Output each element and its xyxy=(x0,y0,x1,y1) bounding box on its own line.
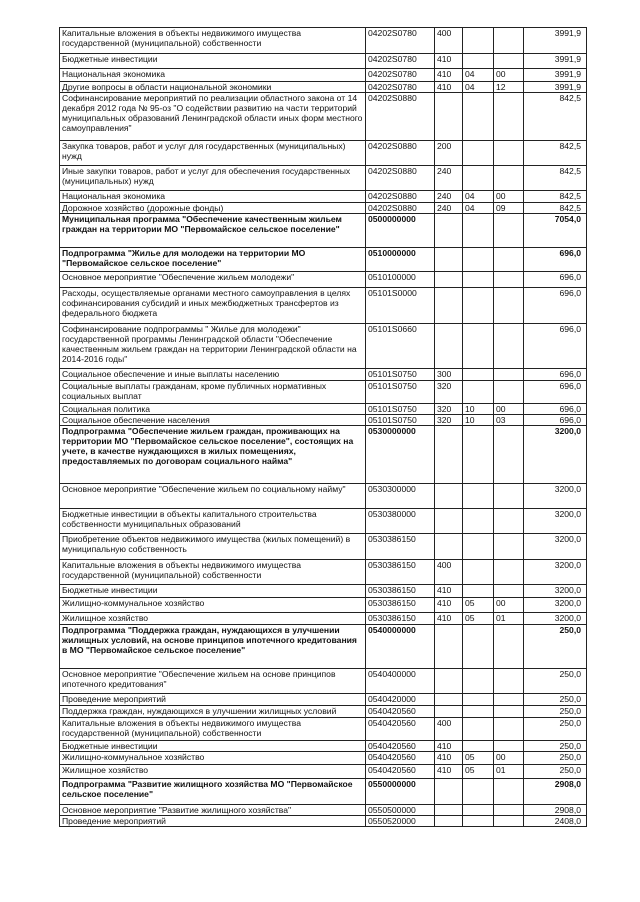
cell-expense-type: 410 xyxy=(435,82,463,93)
table-row xyxy=(60,779,587,805)
cell-expense-type xyxy=(435,288,463,324)
cell-expense-type xyxy=(435,706,463,718)
table-row xyxy=(60,718,587,741)
cell-target-article: 0530300000 xyxy=(366,484,435,509)
table-row xyxy=(60,598,587,613)
cell-target-article: 05101S0750 xyxy=(366,381,435,404)
table-row xyxy=(60,141,587,166)
cell-subsection xyxy=(494,272,524,288)
table-row xyxy=(60,248,587,272)
cell-subsection xyxy=(494,166,524,191)
cell-target-article: 0530386150 xyxy=(366,598,435,613)
cell-target-article: 0530386150 xyxy=(366,560,435,585)
cell-target-article: 0540420560 xyxy=(366,752,435,765)
cell-amount: 3200,0 xyxy=(524,560,587,585)
cell-expense-type xyxy=(435,324,463,369)
cell-subsection xyxy=(494,669,524,694)
cell-section xyxy=(463,741,494,752)
cell-expense-type: 200 xyxy=(435,141,463,166)
cell-target-article: 05101S0000 xyxy=(366,288,435,324)
table-row xyxy=(60,694,587,706)
cell-subsection xyxy=(494,779,524,805)
table-row xyxy=(60,288,587,324)
cell-name: Жилищно-коммунальное хозяйство xyxy=(60,752,366,765)
cell-subsection xyxy=(494,534,524,560)
table-row xyxy=(60,214,587,248)
cell-target-article: 04202S0780 xyxy=(366,54,435,69)
cell-section xyxy=(463,248,494,272)
cell-subsection: 01 xyxy=(494,613,524,625)
cell-expense-type: 410 xyxy=(435,69,463,82)
budget-table xyxy=(59,27,587,827)
cell-section: 04 xyxy=(463,203,494,214)
cell-subsection xyxy=(494,214,524,248)
cell-section xyxy=(463,324,494,369)
cell-section xyxy=(463,93,494,141)
cell-section: 10 xyxy=(463,404,494,415)
cell-section xyxy=(463,585,494,598)
cell-name: Основное мероприятие "Обеспечение жильем по социальному найму" xyxy=(60,484,366,509)
cell-subsection xyxy=(494,509,524,534)
cell-subsection: 00 xyxy=(494,598,524,613)
cell-amount: 696,0 xyxy=(524,248,587,272)
cell-amount: 250,0 xyxy=(524,706,587,718)
cell-section xyxy=(463,381,494,404)
cell-target-article: 05101S0750 xyxy=(366,415,435,426)
cell-target-article: 0530380000 xyxy=(366,509,435,534)
cell-amount: 842,5 xyxy=(524,93,587,141)
cell-expense-type xyxy=(435,484,463,509)
cell-expense-type: 410 xyxy=(435,765,463,779)
cell-subsection: 00 xyxy=(494,69,524,82)
cell-expense-type: 240 xyxy=(435,166,463,191)
cell-subsection xyxy=(494,816,524,827)
table-row xyxy=(60,741,587,752)
table-row xyxy=(60,93,587,141)
table-row xyxy=(60,82,587,93)
cell-section xyxy=(463,816,494,827)
cell-subsection xyxy=(494,718,524,741)
cell-amount: 2908,0 xyxy=(524,805,587,816)
cell-expense-type: 300 xyxy=(435,369,463,381)
cell-subsection xyxy=(494,288,524,324)
cell-subsection xyxy=(494,248,524,272)
cell-section xyxy=(463,214,494,248)
cell-name: Расходы, осуществляемые органами местного самоуправления в целях софинансирования субсидий и иных межбюджетных трансфертов из федерального бюджета xyxy=(60,288,366,324)
table-row xyxy=(60,585,587,598)
cell-expense-type: 410 xyxy=(435,752,463,765)
cell-section xyxy=(463,779,494,805)
table-row xyxy=(60,272,587,288)
cell-subsection: 00 xyxy=(494,752,524,765)
cell-expense-type xyxy=(435,816,463,827)
table-row xyxy=(60,752,587,765)
cell-subsection: 03 xyxy=(494,415,524,426)
table-row xyxy=(60,816,587,827)
table-row xyxy=(60,69,587,82)
cell-section xyxy=(463,166,494,191)
cell-name: Бюджетные инвестиции xyxy=(60,585,366,598)
cell-name: Капитальные вложения в объекты недвижимого имущества государственной (муниципальной) собственности xyxy=(60,718,366,741)
cell-expense-type: 240 xyxy=(435,191,463,203)
cell-expense-type xyxy=(435,248,463,272)
cell-target-article: 05101S0750 xyxy=(366,404,435,415)
cell-expense-type: 400 xyxy=(435,28,463,54)
table-row xyxy=(60,805,587,816)
cell-subsection xyxy=(494,93,524,141)
budget-table-body xyxy=(60,28,587,827)
cell-name: Подпрограмма "Поддержка граждан, нуждающихся в улучшении жилищных условий, на основе принципов ипотечного кредитования в МО "Первомайское сельское поселение" xyxy=(60,625,366,669)
cell-section xyxy=(463,560,494,585)
cell-subsection: 01 xyxy=(494,765,524,779)
cell-expense-type: 320 xyxy=(435,415,463,426)
cell-name: Подпрограмма "Обеспечение жильем граждан, проживающих на территории МО "Первомайское сельское поселение", состоящих на учете, в качестве нуждающихся в жилых помещениях, предоставляемых по договорам социального найма" xyxy=(60,426,366,484)
cell-section xyxy=(463,718,494,741)
cell-name: Дорожное хозяйство (дорожные фонды) xyxy=(60,203,366,214)
cell-amount: 3991,9 xyxy=(524,54,587,69)
cell-section: 10 xyxy=(463,415,494,426)
cell-expense-type xyxy=(435,93,463,141)
cell-subsection: 09 xyxy=(494,203,524,214)
table-row xyxy=(60,415,587,426)
cell-subsection: 12 xyxy=(494,82,524,93)
cell-amount: 250,0 xyxy=(524,694,587,706)
cell-name: Другие вопросы в области национальной экономики xyxy=(60,82,366,93)
cell-expense-type xyxy=(435,509,463,534)
cell-name: Бюджетные инвестиции xyxy=(60,54,366,69)
cell-expense-type: 320 xyxy=(435,404,463,415)
cell-target-article: 0550520000 xyxy=(366,816,435,827)
table-row xyxy=(60,669,587,694)
cell-expense-type xyxy=(435,272,463,288)
table-row xyxy=(60,765,587,779)
cell-target-article: 04202S0880 xyxy=(366,203,435,214)
cell-section: 04 xyxy=(463,69,494,82)
cell-expense-type: 400 xyxy=(435,718,463,741)
cell-subsection xyxy=(494,805,524,816)
cell-expense-type: 400 xyxy=(435,560,463,585)
cell-target-article: 0510000000 xyxy=(366,248,435,272)
cell-section xyxy=(463,426,494,484)
cell-target-article: 0510100000 xyxy=(366,272,435,288)
cell-target-article: 0540420560 xyxy=(366,765,435,779)
table-row xyxy=(60,54,587,69)
cell-section xyxy=(463,28,494,54)
cell-name: Социальные выплаты гражданам, кроме публичных нормативных социальных выплат xyxy=(60,381,366,404)
cell-amount: 3200,0 xyxy=(524,598,587,613)
cell-amount: 7054,0 xyxy=(524,214,587,248)
cell-amount: 250,0 xyxy=(524,752,587,765)
cell-subsection xyxy=(494,426,524,484)
cell-target-article: 0530386150 xyxy=(366,585,435,598)
cell-expense-type: 410 xyxy=(435,741,463,752)
table-row xyxy=(60,166,587,191)
cell-expense-type: 240 xyxy=(435,203,463,214)
cell-section xyxy=(463,625,494,669)
cell-subsection xyxy=(494,381,524,404)
cell-name: Софинансирование подпрограммы " Жилье для молодежи" государственной программы Ленинградской области "Обеспечение качественным жильем граждан на территории Ленинградской области на 2014-2016 годы" xyxy=(60,324,366,369)
cell-amount: 842,5 xyxy=(524,141,587,166)
cell-target-article: 04202S0880 xyxy=(366,191,435,203)
cell-amount: 3200,0 xyxy=(524,534,587,560)
cell-name: Жилищное хозяйство xyxy=(60,613,366,625)
cell-name: Социальное обеспечение и иные выплаты населению xyxy=(60,369,366,381)
cell-target-article: 0550500000 xyxy=(366,805,435,816)
cell-subsection xyxy=(494,324,524,369)
cell-name: Проведение мероприятий xyxy=(60,694,366,706)
cell-target-article: 0530386150 xyxy=(366,613,435,625)
cell-name: Национальная экономика xyxy=(60,69,366,82)
cell-expense-type: 410 xyxy=(435,613,463,625)
cell-amount: 250,0 xyxy=(524,625,587,669)
cell-name: Жилищное хозяйство xyxy=(60,765,366,779)
cell-subsection xyxy=(494,741,524,752)
cell-amount: 3991,9 xyxy=(524,69,587,82)
cell-section xyxy=(463,534,494,560)
cell-name: Национальная экономика xyxy=(60,191,366,203)
cell-section xyxy=(463,484,494,509)
cell-subsection xyxy=(494,369,524,381)
cell-name: Приобретение объектов недвижимого имущества (жилых помещений) в муниципальную собственность xyxy=(60,534,366,560)
cell-amount: 842,5 xyxy=(524,166,587,191)
cell-amount: 2408,0 xyxy=(524,816,587,827)
cell-subsection xyxy=(494,54,524,69)
cell-amount: 2908,0 xyxy=(524,779,587,805)
cell-target-article: 0540420560 xyxy=(366,718,435,741)
cell-section xyxy=(463,141,494,166)
table-row xyxy=(60,324,587,369)
cell-amount: 696,0 xyxy=(524,272,587,288)
cell-amount: 842,5 xyxy=(524,191,587,203)
cell-target-article: 0530386150 xyxy=(366,534,435,560)
cell-expense-type: 320 xyxy=(435,381,463,404)
cell-name: Муниципальная программа "Обеспечение качественным жильем граждан на территории МО "Первомайское сельское поселение" xyxy=(60,214,366,248)
cell-section xyxy=(463,369,494,381)
cell-amount: 842,5 xyxy=(524,203,587,214)
cell-target-article: 0540420560 xyxy=(366,741,435,752)
cell-amount: 250,0 xyxy=(524,741,587,752)
cell-target-article: 04202S0880 xyxy=(366,166,435,191)
cell-amount: 696,0 xyxy=(524,369,587,381)
cell-name: Основное мероприятие "Обеспечение жильем на основе принципов ипотечного кредитования" xyxy=(60,669,366,694)
cell-target-article: 04202S0780 xyxy=(366,82,435,93)
cell-amount: 696,0 xyxy=(524,288,587,324)
table-row xyxy=(60,534,587,560)
cell-expense-type xyxy=(435,534,463,560)
cell-section: 05 xyxy=(463,765,494,779)
cell-name: Основное мероприятие "Развитие жилищного хозяйства" xyxy=(60,805,366,816)
cell-amount: 3200,0 xyxy=(524,585,587,598)
cell-amount: 696,0 xyxy=(524,404,587,415)
table-row xyxy=(60,625,587,669)
cell-expense-type xyxy=(435,694,463,706)
cell-section xyxy=(463,288,494,324)
table-row xyxy=(60,369,587,381)
cell-name: Социальная политика xyxy=(60,404,366,415)
cell-name: Подпрограмма "Жилье для молодежи на территории МО "Первомайское сельское поселение" xyxy=(60,248,366,272)
cell-name: Проведение мероприятий xyxy=(60,816,366,827)
cell-name: Иные закупки товаров, работ и услуг для обеспечения государственных (муниципальных) нужд xyxy=(60,166,366,191)
table-row xyxy=(60,404,587,415)
cell-target-article: 04202S0780 xyxy=(366,69,435,82)
cell-section: 05 xyxy=(463,752,494,765)
cell-amount: 696,0 xyxy=(524,324,587,369)
cell-section xyxy=(463,706,494,718)
cell-target-article: 05101S0750 xyxy=(366,369,435,381)
cell-section xyxy=(463,509,494,534)
cell-expense-type xyxy=(435,779,463,805)
cell-subsection xyxy=(494,141,524,166)
cell-expense-type xyxy=(435,214,463,248)
cell-target-article: 04202S0880 xyxy=(366,141,435,166)
cell-amount: 250,0 xyxy=(524,765,587,779)
cell-expense-type: 410 xyxy=(435,54,463,69)
cell-subsection xyxy=(494,625,524,669)
cell-section xyxy=(463,54,494,69)
table-row xyxy=(60,28,587,54)
cell-target-article: 0540000000 xyxy=(366,625,435,669)
table-row xyxy=(60,484,587,509)
cell-target-article: 0530000000 xyxy=(366,426,435,484)
cell-amount: 3200,0 xyxy=(524,484,587,509)
cell-expense-type xyxy=(435,805,463,816)
cell-expense-type: 410 xyxy=(435,598,463,613)
table-row xyxy=(60,426,587,484)
cell-name: Капитальные вложения в объекты недвижимого имущества государственной (муниципальной) собственности xyxy=(60,28,366,54)
cell-section: 05 xyxy=(463,598,494,613)
cell-target-article: 0500000000 xyxy=(366,214,435,248)
cell-amount: 3200,0 xyxy=(524,426,587,484)
cell-section: 04 xyxy=(463,191,494,203)
cell-target-article: 04202S0780 xyxy=(366,28,435,54)
cell-name: Социальное обеспечение населения xyxy=(60,415,366,426)
cell-expense-type: 410 xyxy=(435,585,463,598)
table-row xyxy=(60,509,587,534)
cell-target-article: 0540400000 xyxy=(366,669,435,694)
table-row xyxy=(60,203,587,214)
cell-name: Софинансирование мероприятий по реализации областного закона от 14 декабря 2012 года № 95-оз "О содействии развитию на части территорий муниципальных образований Ленинградской области иных форм местного самоуправления" xyxy=(60,93,366,141)
cell-target-article: 0550000000 xyxy=(366,779,435,805)
cell-target-article: 04202S0880 xyxy=(366,93,435,141)
table-row xyxy=(60,191,587,203)
cell-subsection xyxy=(494,694,524,706)
cell-section xyxy=(463,694,494,706)
cell-amount: 3200,0 xyxy=(524,509,587,534)
table-row xyxy=(60,613,587,625)
table-row xyxy=(60,560,587,585)
cell-subsection xyxy=(494,585,524,598)
cell-amount: 696,0 xyxy=(524,415,587,426)
cell-name: Поддержка граждан, нуждающихся в улучшении жилищных условий xyxy=(60,706,366,718)
cell-subsection xyxy=(494,560,524,585)
cell-name: Подпрограмма "Развитие жилищного хозяйства МО "Первомайское сельское поселение" xyxy=(60,779,366,805)
cell-name: Капитальные вложения в объекты недвижимого имущества государственной (муниципальной) собственности xyxy=(60,560,366,585)
cell-subsection: 00 xyxy=(494,404,524,415)
cell-name: Основное мероприятие "Обеспечение жильем молодежи" xyxy=(60,272,366,288)
cell-amount: 696,0 xyxy=(524,381,587,404)
cell-target-article: 05101S0660 xyxy=(366,324,435,369)
cell-subsection xyxy=(494,28,524,54)
cell-section xyxy=(463,805,494,816)
cell-expense-type xyxy=(435,669,463,694)
cell-subsection xyxy=(494,484,524,509)
cell-subsection: 00 xyxy=(494,191,524,203)
cell-amount: 3991,9 xyxy=(524,28,587,54)
cell-name: Бюджетные инвестиции в объекты капитального строительства собственности муниципальных образований xyxy=(60,509,366,534)
table-row xyxy=(60,381,587,404)
cell-target-article: 0540420560 xyxy=(366,706,435,718)
cell-subsection xyxy=(494,706,524,718)
cell-amount: 3991,9 xyxy=(524,82,587,93)
cell-section xyxy=(463,272,494,288)
cell-expense-type xyxy=(435,426,463,484)
cell-name: Бюджетные инвестиции xyxy=(60,741,366,752)
cell-amount: 250,0 xyxy=(524,718,587,741)
cell-name: Закупка товаров, работ и услуг для государственных (муниципальных) нужд xyxy=(60,141,366,166)
cell-section xyxy=(463,669,494,694)
cell-section: 04 xyxy=(463,82,494,93)
cell-amount: 250,0 xyxy=(524,669,587,694)
cell-expense-type xyxy=(435,625,463,669)
cell-amount: 3200,0 xyxy=(524,613,587,625)
cell-target-article: 0540420000 xyxy=(366,694,435,706)
cell-name: Жилищно-коммунальное хозяйство xyxy=(60,598,366,613)
cell-section: 05 xyxy=(463,613,494,625)
table-row xyxy=(60,706,587,718)
